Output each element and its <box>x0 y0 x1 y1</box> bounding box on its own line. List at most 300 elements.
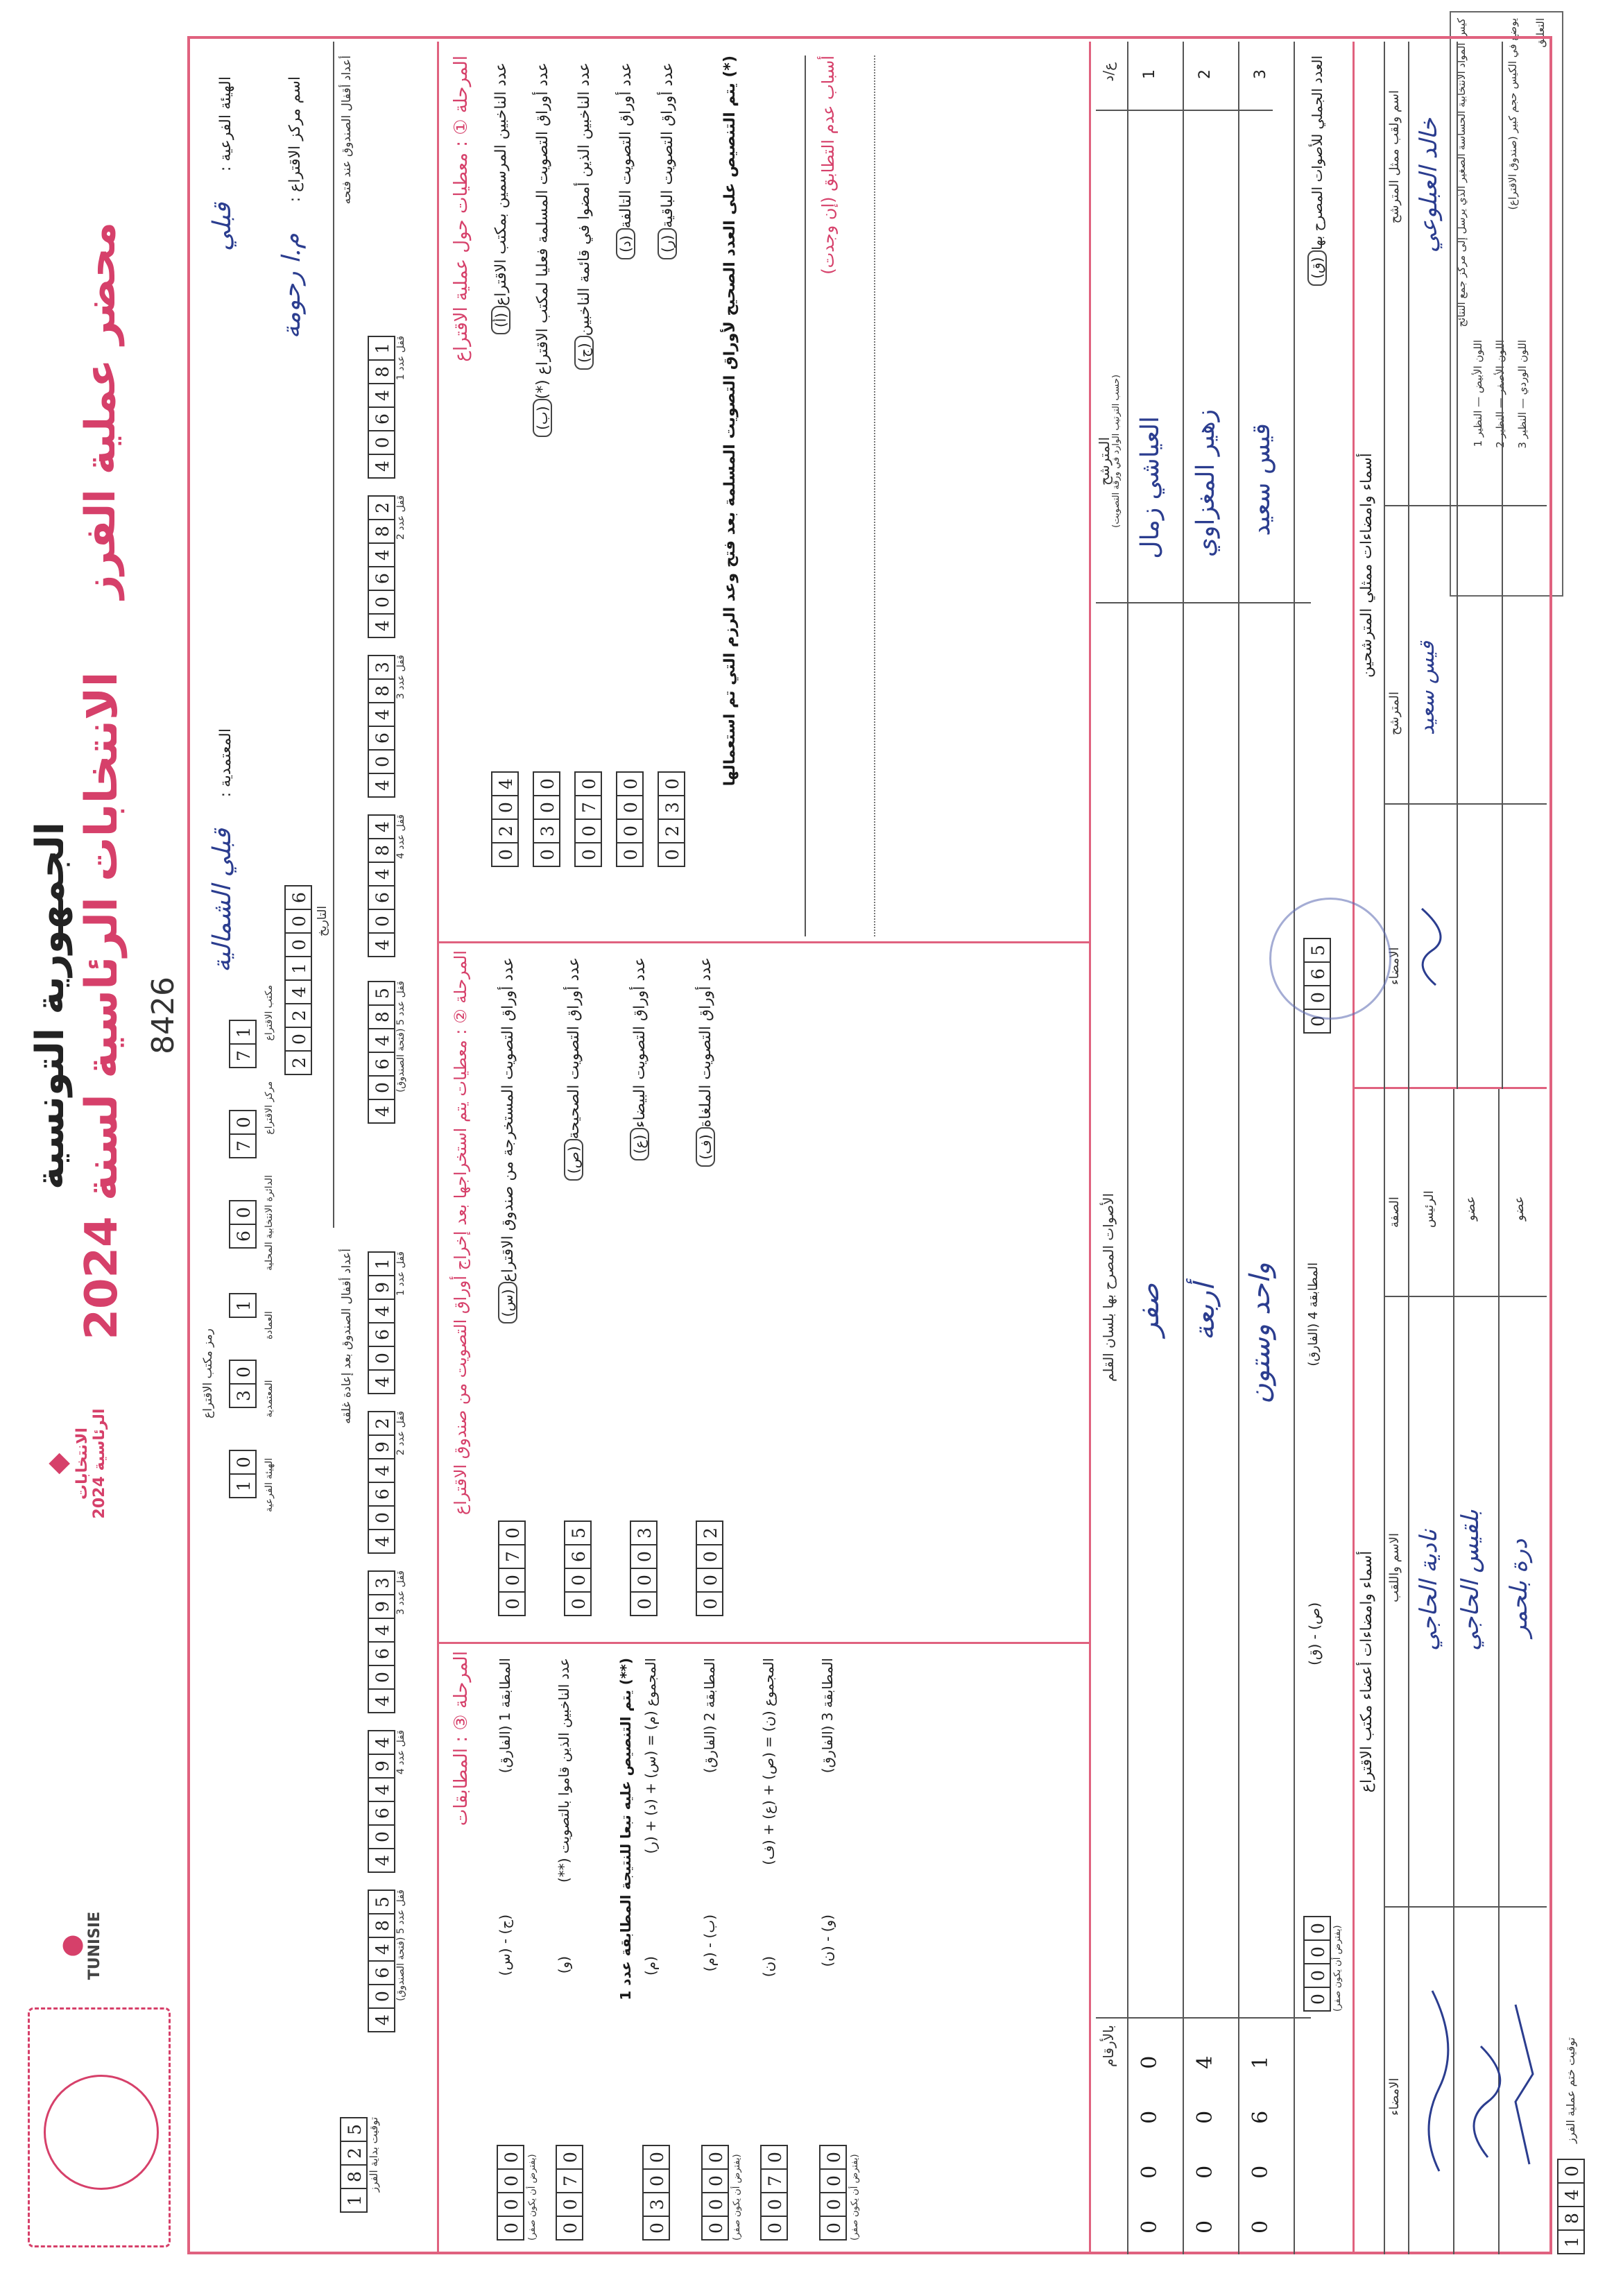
digit-box: 1 <box>229 1020 257 1043</box>
digit-box: 4 <box>368 814 395 838</box>
digit-box: 3 <box>368 1570 395 1594</box>
digit-box: 9 <box>368 1754 395 1777</box>
digit-box: 4 <box>368 702 395 726</box>
regional-body-field <box>208 76 237 701</box>
digit-box: 6 <box>368 566 395 590</box>
results-header <box>1096 49 1124 2247</box>
code-col: مركز الاقتراع <box>264 1081 275 1135</box>
digit-box: 5 <box>564 1520 592 1544</box>
digit-box: 4 <box>368 454 395 477</box>
digit-box: 0 <box>229 1450 257 1473</box>
republic-title: الجمهورية التونسية <box>28 822 73 1190</box>
lock-label: قفل عدد 5 (فتحة الصندوق) <box>395 981 406 1093</box>
digit-box: 4 <box>368 1777 395 1801</box>
digit-box: 0 <box>616 819 644 842</box>
digit-box: 4 <box>368 1299 395 1322</box>
digit-box: 0 <box>556 2192 583 2216</box>
office-stamp-icon <box>1269 898 1391 1020</box>
divider <box>1457 42 1458 1089</box>
digit-box: 0 <box>574 771 602 795</box>
digit-box: 8 <box>368 1004 395 1028</box>
digit-box: 7 <box>229 1043 257 1067</box>
digit-box: 0 <box>497 2192 524 2216</box>
digit-box: 0 <box>498 1591 526 1615</box>
row-letter: (د) <box>616 228 635 259</box>
digit-box: 8 <box>368 1913 395 1937</box>
digit-box: 8 <box>340 2164 368 2188</box>
stage3-row <box>551 1651 610 2247</box>
digit-box: 0 <box>642 2168 670 2192</box>
digit-box: 4 <box>368 1099 395 1122</box>
row-label: عدد أوراق التصويت البيضاء <box>631 957 649 1128</box>
row-hint: (يفترض أن يكون صفر) <box>527 2154 538 2241</box>
stage3-title <box>451 1651 472 2247</box>
digit-box: 1 <box>229 1293 257 1317</box>
member-role: عضو <box>1512 1196 1527 1221</box>
digit-box: 0 <box>696 1544 723 1568</box>
digit-box: 1 <box>229 1473 257 1497</box>
stage2-row <box>492 950 558 1637</box>
side-note-color: اللون الأبيض <box>1472 340 1484 394</box>
digit-box: 0 <box>630 1544 658 1568</box>
digit-box: 0 <box>1303 1987 1331 2010</box>
form-number: 8426 <box>146 977 181 1054</box>
digit-box: 0 <box>1303 1939 1331 1963</box>
start-time <box>340 2117 380 2213</box>
divider <box>1384 505 1547 506</box>
stage2-title <box>451 950 470 1637</box>
digit-box: 4 <box>368 1458 395 1482</box>
official-stamp <box>28 2007 171 2247</box>
digit-box: 0 <box>284 932 312 956</box>
divider <box>805 55 806 936</box>
member-name: نادية الحاجي <box>1415 1530 1443 1651</box>
digit-box: 0 <box>1303 1963 1331 1987</box>
digit-box: 6 <box>368 1960 395 1984</box>
elections-logo-text: الانتخابات الرئاسية 2024 <box>74 1408 108 1519</box>
digit-box: 0 <box>368 1075 395 1099</box>
digit-box: 6 <box>368 726 395 749</box>
delegation-value: قبلي الشمالية <box>208 828 237 973</box>
member-role: الرئيس <box>1422 1190 1436 1228</box>
digit: 1 <box>1248 2055 1273 2069</box>
result-row-1 <box>1131 49 1179 2247</box>
digit-box: 0 <box>368 1824 395 1848</box>
digit-box: 2 <box>368 495 395 519</box>
stage2-row <box>624 950 690 1637</box>
digit: 0 <box>1137 2220 1162 2234</box>
digit-box: 4 <box>368 542 395 566</box>
digit-box: 6 <box>368 1801 395 1824</box>
digit-box: 2 <box>284 1050 312 1074</box>
lock-label: قفل عدد 2 <box>395 495 406 540</box>
side-note-rows: اللون الأبيض — النظير 1 اللون الأصفر — النظير 2 اللون الوردي — النظير 3 <box>1472 340 1529 449</box>
result-digits <box>1137 2056 1162 2234</box>
digit-box: 8 <box>368 519 395 542</box>
total-letter: (ق) <box>1307 250 1327 286</box>
digit-box: 8 <box>368 838 395 862</box>
digit-box: 0 <box>760 2145 788 2168</box>
digit-box: 0 <box>760 2216 788 2239</box>
row-label: عدد أوراق التصويت المستخرجة من صندوق الاقتراع <box>499 957 517 1283</box>
center-name-field <box>277 76 306 701</box>
center-label: اسم مركز الاقتراع : <box>286 76 304 203</box>
delegation-label: المعتمدية : <box>217 728 234 798</box>
row-label: المجموع (ن) = (ص) + (ع) + (ف) <box>760 1658 777 1865</box>
side-note-copy: النظير 2 <box>1494 411 1506 448</box>
digit-box: 7 <box>760 2168 788 2192</box>
row-letter: (ف) <box>696 1127 715 1166</box>
digit-box: 4 <box>284 979 312 1003</box>
digit: 0 <box>1248 2220 1273 2234</box>
stamp-circle-icon <box>44 2075 159 2190</box>
digit-box: 0 <box>498 1568 526 1591</box>
digit-box: 6 <box>368 1052 395 1075</box>
divider <box>1384 1089 1385 2254</box>
row-label: المطابقة 2 (الفارق) <box>701 1658 718 1774</box>
locks-after-title: أعداد أقفال الصندوق بعد إعادة غلقه <box>340 1249 354 1424</box>
row-hint: (يفترض أن يكون صفر) <box>732 2154 742 2241</box>
digit: 0 <box>1248 2165 1273 2179</box>
digit: 0 <box>1193 2110 1217 2124</box>
lock-label: قفل عدد 3 <box>395 1570 406 1616</box>
digit-box: 0 <box>564 1591 592 1615</box>
stage3-row <box>697 1651 756 2247</box>
code-col: الدائرة الانتخابية المحلية <box>264 1175 275 1271</box>
digit-box: 0 <box>491 842 519 866</box>
digit-box: 6 <box>368 406 395 430</box>
row-letter: (ع) <box>630 1128 649 1161</box>
stage3-row <box>815 1651 874 2247</box>
result-row-3 <box>1242 49 1290 2247</box>
digit-box: 5 <box>1303 938 1331 961</box>
digit-box: 8 <box>368 678 395 702</box>
row-letter: (ج) <box>574 336 594 370</box>
digit-box: 0 <box>284 1027 312 1050</box>
row-formula: (م) <box>642 1956 659 1976</box>
row-label: عدد الناخبين الذين قاموا بالتصويت (**) <box>556 1658 572 1883</box>
digit-box: 0 <box>630 1568 658 1591</box>
digit-box: 4 <box>368 1028 395 1052</box>
side-note-title: كيس المواد الانتخابية الحساسة الصغير الذي يرسل إلى مركز جمع النتائج <box>1455 18 1468 327</box>
digit-box: 9 <box>368 1275 395 1299</box>
stage3-note: (**) يتم التنصيص عليه تبعا للنتيجة المطابقة عدد 1 <box>617 1658 634 2001</box>
digit-box: 4 <box>368 1937 395 1960</box>
end-time-label: توقيت ختم عملية الفرز <box>1564 2037 1577 2143</box>
digit-box: 0 <box>368 749 395 773</box>
member-role: عضو <box>1463 1196 1478 1221</box>
digit-box: 0 <box>556 2145 583 2168</box>
digit-box: 2 <box>368 1411 395 1434</box>
digit-box: 0 <box>284 909 312 932</box>
lock-label: قفل عدد 1 <box>395 1251 406 1296</box>
member-name: درة بلحمر <box>1505 1539 1533 1637</box>
row-hint: (يفترض أن يكون صفر) <box>850 2154 860 2241</box>
lock-after-3 <box>368 1570 406 1713</box>
digit-box: 5 <box>368 981 395 1004</box>
side-note-audit: التعليق <box>1534 18 1547 48</box>
digit-box: 3 <box>642 2192 670 2216</box>
lock-label: قفل عدد 4 <box>395 814 406 859</box>
center-value: م.ا رحومة <box>277 233 306 339</box>
lock-label: قفل عدد 3 <box>395 655 406 700</box>
digit: 0 <box>1137 2110 1162 2124</box>
digit-box: 4 <box>368 1688 395 1712</box>
digit-box: 4 <box>491 771 519 795</box>
digit-box: 4 <box>368 613 395 637</box>
digit-box: 0 <box>616 771 644 795</box>
digit-box: 7 <box>229 1133 257 1157</box>
row-letter: (ص) <box>564 1139 583 1181</box>
rep-signature <box>1408 895 1450 992</box>
side-note-color: اللون الوردي <box>1516 340 1529 395</box>
office-code-boxes <box>229 1450 257 1498</box>
stage1-rows <box>486 55 694 936</box>
digit-box: 4 <box>1557 2182 1585 2206</box>
section-divider <box>1089 42 1091 2254</box>
digit-box: 0 <box>229 1110 257 1133</box>
reps-col-name: اسم ولقب ممثل المترشح <box>1387 90 1402 224</box>
digit-box: 0 <box>819 2216 847 2239</box>
members-title: أسماء وامضاءات أعضاء مكتب الاقتراع <box>1358 1550 1375 1793</box>
row-label: المطابقة 3 (الفارق) <box>819 1658 836 1774</box>
digit-box: 4 <box>368 383 395 406</box>
digit-box: 0 <box>497 2145 524 2168</box>
digit: 0 <box>1193 2220 1217 2234</box>
row-formula: (ب) - (م) <box>701 1914 718 1972</box>
flag-icon: ● <box>55 1934 86 1957</box>
row-label: عدد أوراق التصويت المسلمة فعليا لمكتب الاقتراع (*) <box>534 62 551 400</box>
row-label: عدد الناخبين المرسمين بمكتب الاقتراع <box>492 62 510 306</box>
digit-box: 5 <box>368 1890 395 1913</box>
digit-box: 0 <box>701 2168 729 2192</box>
divider <box>1238 42 1239 2254</box>
digit-box: 2 <box>284 1003 312 1027</box>
row-letter: (ب) <box>533 399 552 436</box>
form-title: محضر عملية الفرز <box>76 222 125 599</box>
digit-box: 7 <box>574 795 602 819</box>
lock-before-3 <box>368 655 406 798</box>
digit-box: 0 <box>1303 1009 1331 1032</box>
digit-box: 4 <box>368 1529 395 1552</box>
result-words: واحد وستون <box>1244 1262 1276 1404</box>
divider <box>1294 42 1295 2254</box>
divider <box>1384 1906 1547 1908</box>
stage2-rows <box>492 950 756 1637</box>
result-candidate: العياشي زمال <box>1136 416 1165 559</box>
divider <box>333 42 334 1228</box>
digit-box: 0 <box>497 2216 524 2239</box>
lock-before-1 <box>368 336 406 479</box>
digit-box: 6 <box>564 1544 592 1568</box>
match4-row <box>1300 1256 1342 2019</box>
digit-box: 7 <box>498 1544 526 1568</box>
stage3-rows <box>492 1651 874 2247</box>
digit-box: 4 <box>368 862 395 885</box>
code-col: المعتمدية <box>264 1380 275 1418</box>
row-label: المجموع (م) = (س) + (د) + (ر) <box>642 1658 659 1854</box>
digit: 0 <box>1193 2165 1217 2179</box>
row-formula: (ج) - (س) <box>497 1914 513 1976</box>
result-digits <box>1248 2056 1273 2234</box>
result-words: صفر <box>1133 1283 1165 1337</box>
code-columns <box>264 985 275 1512</box>
result-candidate: زهير المغزاوي <box>1192 409 1220 558</box>
end-time <box>1557 2159 1585 2254</box>
side-note-bag: يوضع في الكيس حجم كبير (صندوق الاقتراع) <box>1506 18 1519 210</box>
digit-box: 0 <box>819 2145 847 2168</box>
lock-before-2 <box>368 495 406 638</box>
digit-box: 4 <box>368 773 395 796</box>
divider <box>1408 1089 1409 2254</box>
digit: 6 <box>1248 2110 1273 2124</box>
digit-box: 0 <box>368 1665 395 1688</box>
lock-before-5 <box>368 981 406 1124</box>
office-code-boxes <box>229 1360 257 1408</box>
lock-after-2 <box>368 1411 406 1554</box>
row-letter: (ر) <box>658 228 677 259</box>
stage1-title <box>451 55 472 936</box>
side-note-color: اللون الأصفر <box>1494 340 1506 395</box>
digit-box: 1 <box>340 2188 368 2211</box>
divider <box>1127 42 1128 2254</box>
stage1-row <box>527 55 569 936</box>
digit-box: 0 <box>701 2145 729 2168</box>
lock-after-4 <box>368 1730 406 1873</box>
digit-box: 4 <box>368 2007 395 2031</box>
digit-box: 3 <box>533 819 560 842</box>
isie-logo-text: TUNISIE <box>86 1911 103 1980</box>
digit-box: 0 <box>819 2192 847 2216</box>
digit-box: 0 <box>368 1505 395 1529</box>
code-col: العمادة <box>264 1311 275 1340</box>
rep-name: خالد العبلوعي <box>1415 118 1443 253</box>
signature-marks <box>1411 1977 1543 2185</box>
digit-box: 7 <box>556 2168 583 2192</box>
digit-box: 6 <box>284 885 312 909</box>
digit-box: 6 <box>368 885 395 909</box>
digit-box: 0 <box>564 1568 592 1591</box>
code-label: رمز مكتب الاقتراع <box>201 1328 215 1419</box>
stage1-note: (*) يتم التنصيص على العدد الصحيح لأوراق التصويت المسلمة بعد فتح وعد الرزم التي تم استعمالها <box>721 55 739 787</box>
row-label: عدد أوراق التصويت الملغاة <box>697 957 714 1128</box>
digit-box: 0 <box>1303 985 1331 1009</box>
section-divider <box>1352 1087 1547 1089</box>
digit-box: 4 <box>368 1618 395 1641</box>
lock-after-5 <box>368 1890 406 2032</box>
digit-box: 0 <box>498 1520 526 1544</box>
digit-box: 0 <box>368 1346 395 1369</box>
digit-box: 2 <box>491 819 519 842</box>
digit-box: 1 <box>368 336 395 359</box>
code-col: مكتب الاقتراع <box>264 985 275 1041</box>
results-col-words: الأصوات المصرح بها بلسان القلم <box>1100 1193 1117 1382</box>
match4-formula: (ص) - (ق) <box>1306 1602 1323 1665</box>
digit-box: 6 <box>229 1224 257 1247</box>
digit-box: 0 <box>368 430 395 454</box>
regional-body-value: قبلي <box>208 203 237 252</box>
digit-box: 6 <box>368 1641 395 1665</box>
digit-box: 0 <box>574 819 602 842</box>
digit-box: 3 <box>630 1520 658 1544</box>
section-divider <box>1352 42 1355 2254</box>
stage1-row <box>569 55 610 936</box>
signature-mark <box>1408 895 1450 992</box>
reps-title: أسماء وامضاءات ممثلي المترشحين <box>1358 453 1375 678</box>
section-divider <box>437 42 439 2254</box>
stage1-row <box>652 55 694 936</box>
isie-logo <box>55 1887 139 2005</box>
row-formula: (و) <box>556 1956 572 1974</box>
digit-box: 4 <box>368 1730 395 1754</box>
member-signatures <box>1411 1977 1543 2185</box>
lock-after-1 <box>368 1251 406 1394</box>
digit-box: 0 <box>642 2216 670 2239</box>
result-num: 3 <box>1252 69 1269 79</box>
office-code-boxes <box>229 1200 257 1249</box>
mismatch-reasons-line <box>874 55 875 936</box>
stage2-row <box>558 950 624 1637</box>
stage2-row <box>690 950 756 1637</box>
digit-box: 6 <box>368 1482 395 1505</box>
digit-box: 0 <box>1303 1916 1331 1939</box>
lock-label: قفل عدد 5 (فتحة الصندوق) <box>395 1890 406 2001</box>
row-label: عدد أوراق التصويت الصحيحة <box>565 957 583 1140</box>
digit-box: 0 <box>533 842 560 866</box>
digit-box: 0 <box>658 842 685 866</box>
row-formula: (و) - (ن) <box>819 1914 836 1967</box>
row-letter: (س) <box>498 1282 517 1323</box>
stage1-row <box>610 55 652 936</box>
digit-box: 1 <box>284 956 312 979</box>
digit-box: 8 <box>368 359 395 383</box>
mismatch-reasons-label: أسباب عدم التطابق (إن وجدت) <box>818 55 838 275</box>
lock-before-4 <box>368 814 406 957</box>
digit-box: 0 <box>819 2168 847 2192</box>
divider <box>1384 803 1547 805</box>
section-divider <box>437 941 1089 943</box>
divider <box>1183 42 1184 2254</box>
result-num: 2 <box>1196 69 1214 79</box>
digit-box: 0 <box>368 590 395 613</box>
digit: 0 <box>1137 2165 1162 2179</box>
digit-box: 0 <box>229 1360 257 1383</box>
digit-box: 4 <box>368 1369 395 1393</box>
digit-box: 6 <box>368 1322 395 1346</box>
digit-box: 5 <box>340 2117 368 2141</box>
digit-box: 0 <box>658 771 685 795</box>
digit: 0 <box>1137 2055 1162 2069</box>
reps-col-sign: الامضاء <box>1387 947 1402 985</box>
digit-box: 0 <box>760 2192 788 2216</box>
digit-box: 2 <box>658 819 685 842</box>
lock-label: قفل عدد 2 <box>395 1411 406 1456</box>
side-note-copy: النظير 1 <box>1472 410 1484 447</box>
digit-box: 0 <box>616 842 644 866</box>
digit-box: 1 <box>368 1251 395 1275</box>
members-col-role: الصفة <box>1387 1197 1402 1228</box>
member-name: بلقيس الحاجي <box>1457 1509 1484 1651</box>
digit-box: 0 <box>533 771 560 795</box>
digit-box: 1 <box>1557 2229 1585 2253</box>
stage3-title-text: المرحلة ③ : المطابقات <box>451 1651 472 1826</box>
office-code-boxes <box>229 1110 257 1158</box>
digit-box: 8 <box>1557 2206 1585 2229</box>
election-title: الانتخابات الرئاسية لسنة 2024 <box>76 671 128 1340</box>
digit-box: 0 <box>574 842 602 866</box>
digit-box: 9 <box>368 1434 395 1458</box>
result-digits <box>1193 2056 1217 2234</box>
